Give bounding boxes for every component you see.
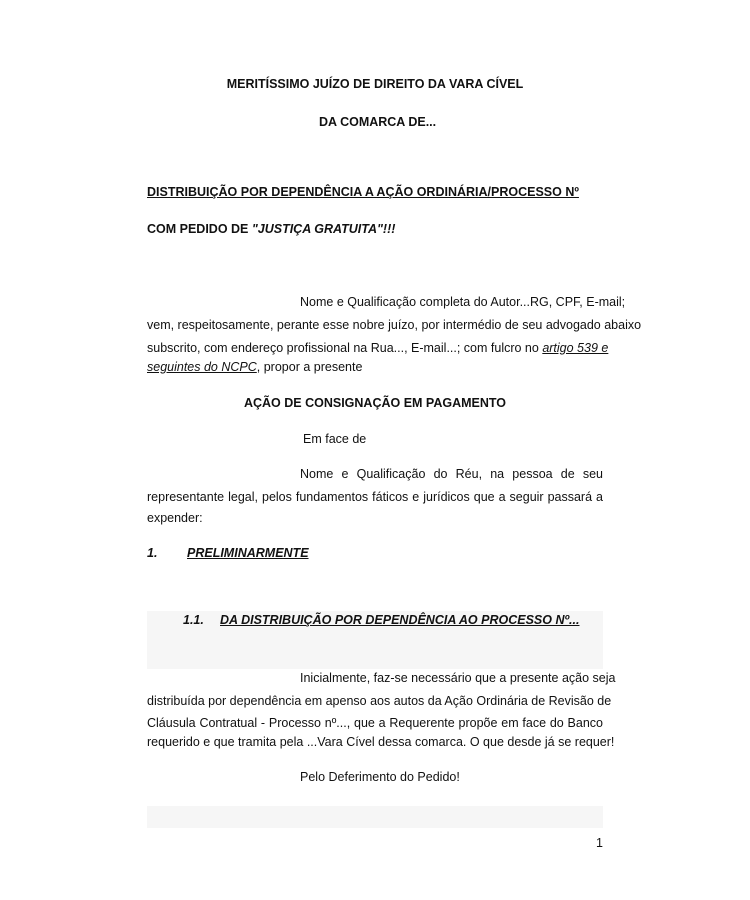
intro-line-3-text: subscrito, com endereço profissional na Rua..., E-mail...; com fulcro no [147, 341, 543, 355]
court-address-line-2: DA COMARCA DE... [319, 115, 437, 129]
defendant-line-3: expender: [147, 511, 203, 525]
closing-request: Pelo Deferimento do Pedido! [300, 770, 460, 784]
section-1-title: PRELIMINARMENTE [187, 546, 309, 560]
plaintiff-qualification-line: Nome e Qualificação completa do Autor...RG, CPF, E-mail; [300, 295, 626, 309]
request-prefix: COM PEDIDO DE [147, 222, 252, 236]
intro-line-4-text: , propor a presente [256, 360, 363, 374]
bottom-shading [147, 806, 603, 828]
section-1-1-number: 1.1. [183, 613, 204, 627]
ncpc-link[interactable]: seguintes do NCPC [147, 360, 257, 374]
court-address-line-1: MERITÍSSIMO JUÍZO DE DIREITO DA VARA CÍVEL [226, 77, 524, 91]
intro-line-4 [147, 360, 362, 374]
section-1-number: 1. [147, 546, 158, 560]
intro-line-2: vem, respeitosamente, perante esse nobre juízo, por intermédio de seu advogado abaixo [147, 318, 642, 332]
body-line-1: Inicialmente, faz-se necessário que a presente ação seja [300, 671, 616, 685]
intro-line-3 [147, 341, 609, 355]
section-1-1-title: DA DISTRIBUIÇÃO POR DEPENDÊNCIA AO PROCESSO Nº... [220, 613, 580, 627]
request-emphasis: "JUSTIÇA GRATUITA"!!! [251, 222, 396, 236]
action-title: AÇÃO DE CONSIGNAÇÃO EM PAGAMENTO [243, 396, 507, 410]
in-face-of: Em face de [303, 432, 367, 446]
page-number: 1 [596, 836, 603, 850]
defendant-line-1: Nome e Qualificação do Réu, na pessoa de seu [300, 467, 603, 481]
distribution-heading: DISTRIBUIÇÃO POR DEPENDÊNCIA A AÇÃO ORDINÁRIA/PROCESSO Nº [147, 185, 579, 199]
defendant-line-2: representante legal, pelos fundamentos fáticos e jurídicos que a seguir passará a [147, 490, 603, 504]
body-line-4: requerido e que tramita pela ...Vara Cível dessa comarca. O que desde já se requer! [147, 735, 615, 749]
body-line-3: Cláusula Contratual - Processo nº..., que a Requerente propõe em face do Banco [147, 716, 603, 730]
article-539-link[interactable]: artigo 539 e [542, 341, 609, 355]
body-line-2: distribuída por dependência em apenso aos autos da Ação Ordinária de Revisão de [147, 694, 612, 708]
free-justice-request [147, 222, 395, 236]
